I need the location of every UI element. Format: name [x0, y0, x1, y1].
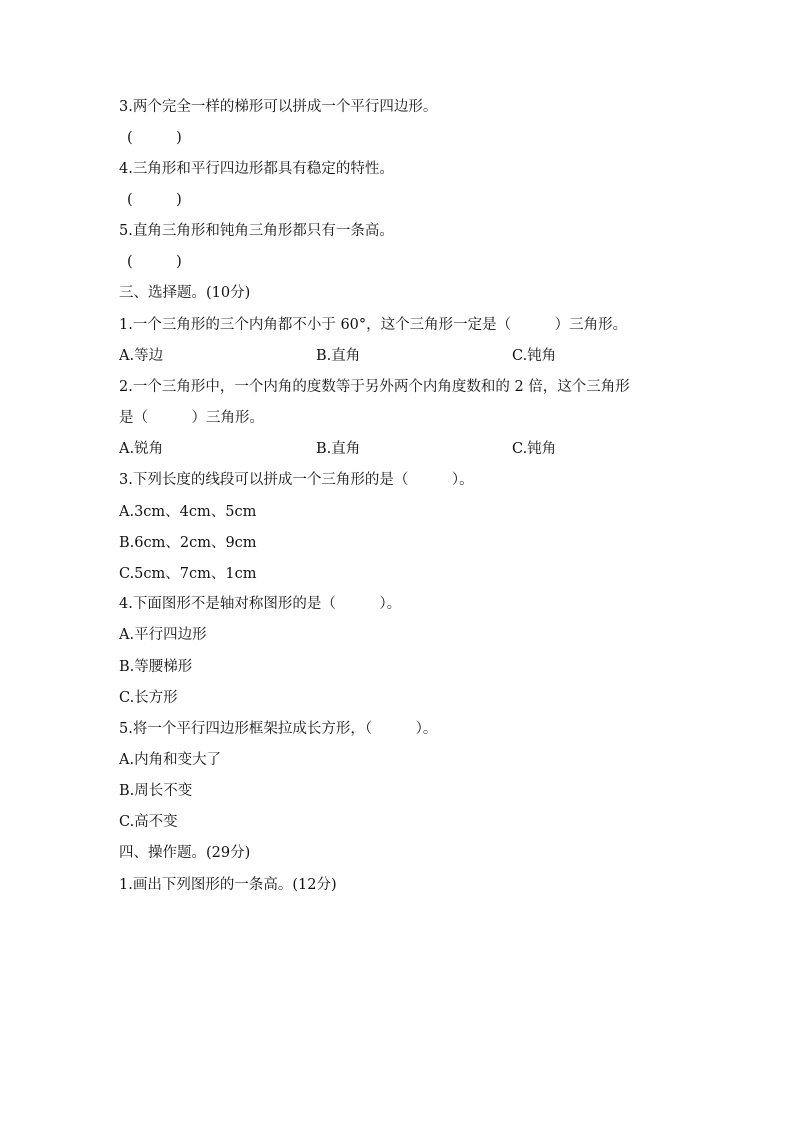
judge-question-3: 3.两个完全一样的梯形可以拼成一个平行四边形。	[119, 99, 438, 115]
choice-question-2-line1: 2.一个三角形中，一个内角的度数等于另外两个内角度数和的 2 倍，这个三角形	[119, 379, 630, 395]
choice-question-1: 1.一个三角形的三个内角都不小于 60°，这个三角形一定是（ ）三角形。	[119, 317, 628, 333]
option-c: C.高不变	[119, 814, 178, 830]
option-a: A.锐角	[119, 441, 164, 457]
operation-question-1: 1.画出下列图形的一条高。(12分)	[119, 877, 337, 893]
judge-question-5: 5.直角三角形和钝角三角形都只有一条高。	[119, 223, 394, 239]
answer-blank: ( )	[127, 130, 182, 146]
option-b: B.直角	[316, 441, 361, 457]
section-title-operation: 四、操作题。(29分)	[119, 845, 251, 861]
option-b: B.6cm、2cm、9cm	[119, 535, 257, 551]
option-b: B.周长不变	[119, 783, 193, 799]
choice-question-5: 5.将一个平行四边形框架拉成长方形，（ ）。	[119, 721, 438, 737]
answer-blank: ( )	[127, 192, 182, 208]
option-b: B.等腰梯形	[119, 659, 193, 675]
option-c: C.5cm、7cm、1cm	[119, 566, 257, 582]
option-a: A.等边	[119, 348, 164, 364]
option-c: C.钝角	[512, 441, 557, 457]
option-a: A.内角和变大了	[119, 752, 222, 768]
option-a: A.3cm、4cm、5cm	[119, 504, 257, 520]
option-c: C.钝角	[512, 348, 557, 364]
choice-question-4: 4.下面图形不是轴对称图形的是（ ）。	[119, 596, 402, 612]
judge-question-4: 4.三角形和平行四边形都具有稳定的特性。	[119, 161, 394, 177]
answer-blank: ( )	[127, 254, 182, 270]
option-a: A.平行四边形	[119, 627, 207, 643]
option-c: C.长方形	[119, 690, 178, 706]
choice-question-3: 3.下列长度的线段可以拼成一个三角形的是（ ）。	[119, 472, 474, 488]
choice-question-2-line2: 是（ ）三角形。	[119, 410, 264, 426]
section-title-choice: 三、选择题。(10分)	[119, 285, 251, 301]
option-b: B.直角	[316, 348, 361, 364]
